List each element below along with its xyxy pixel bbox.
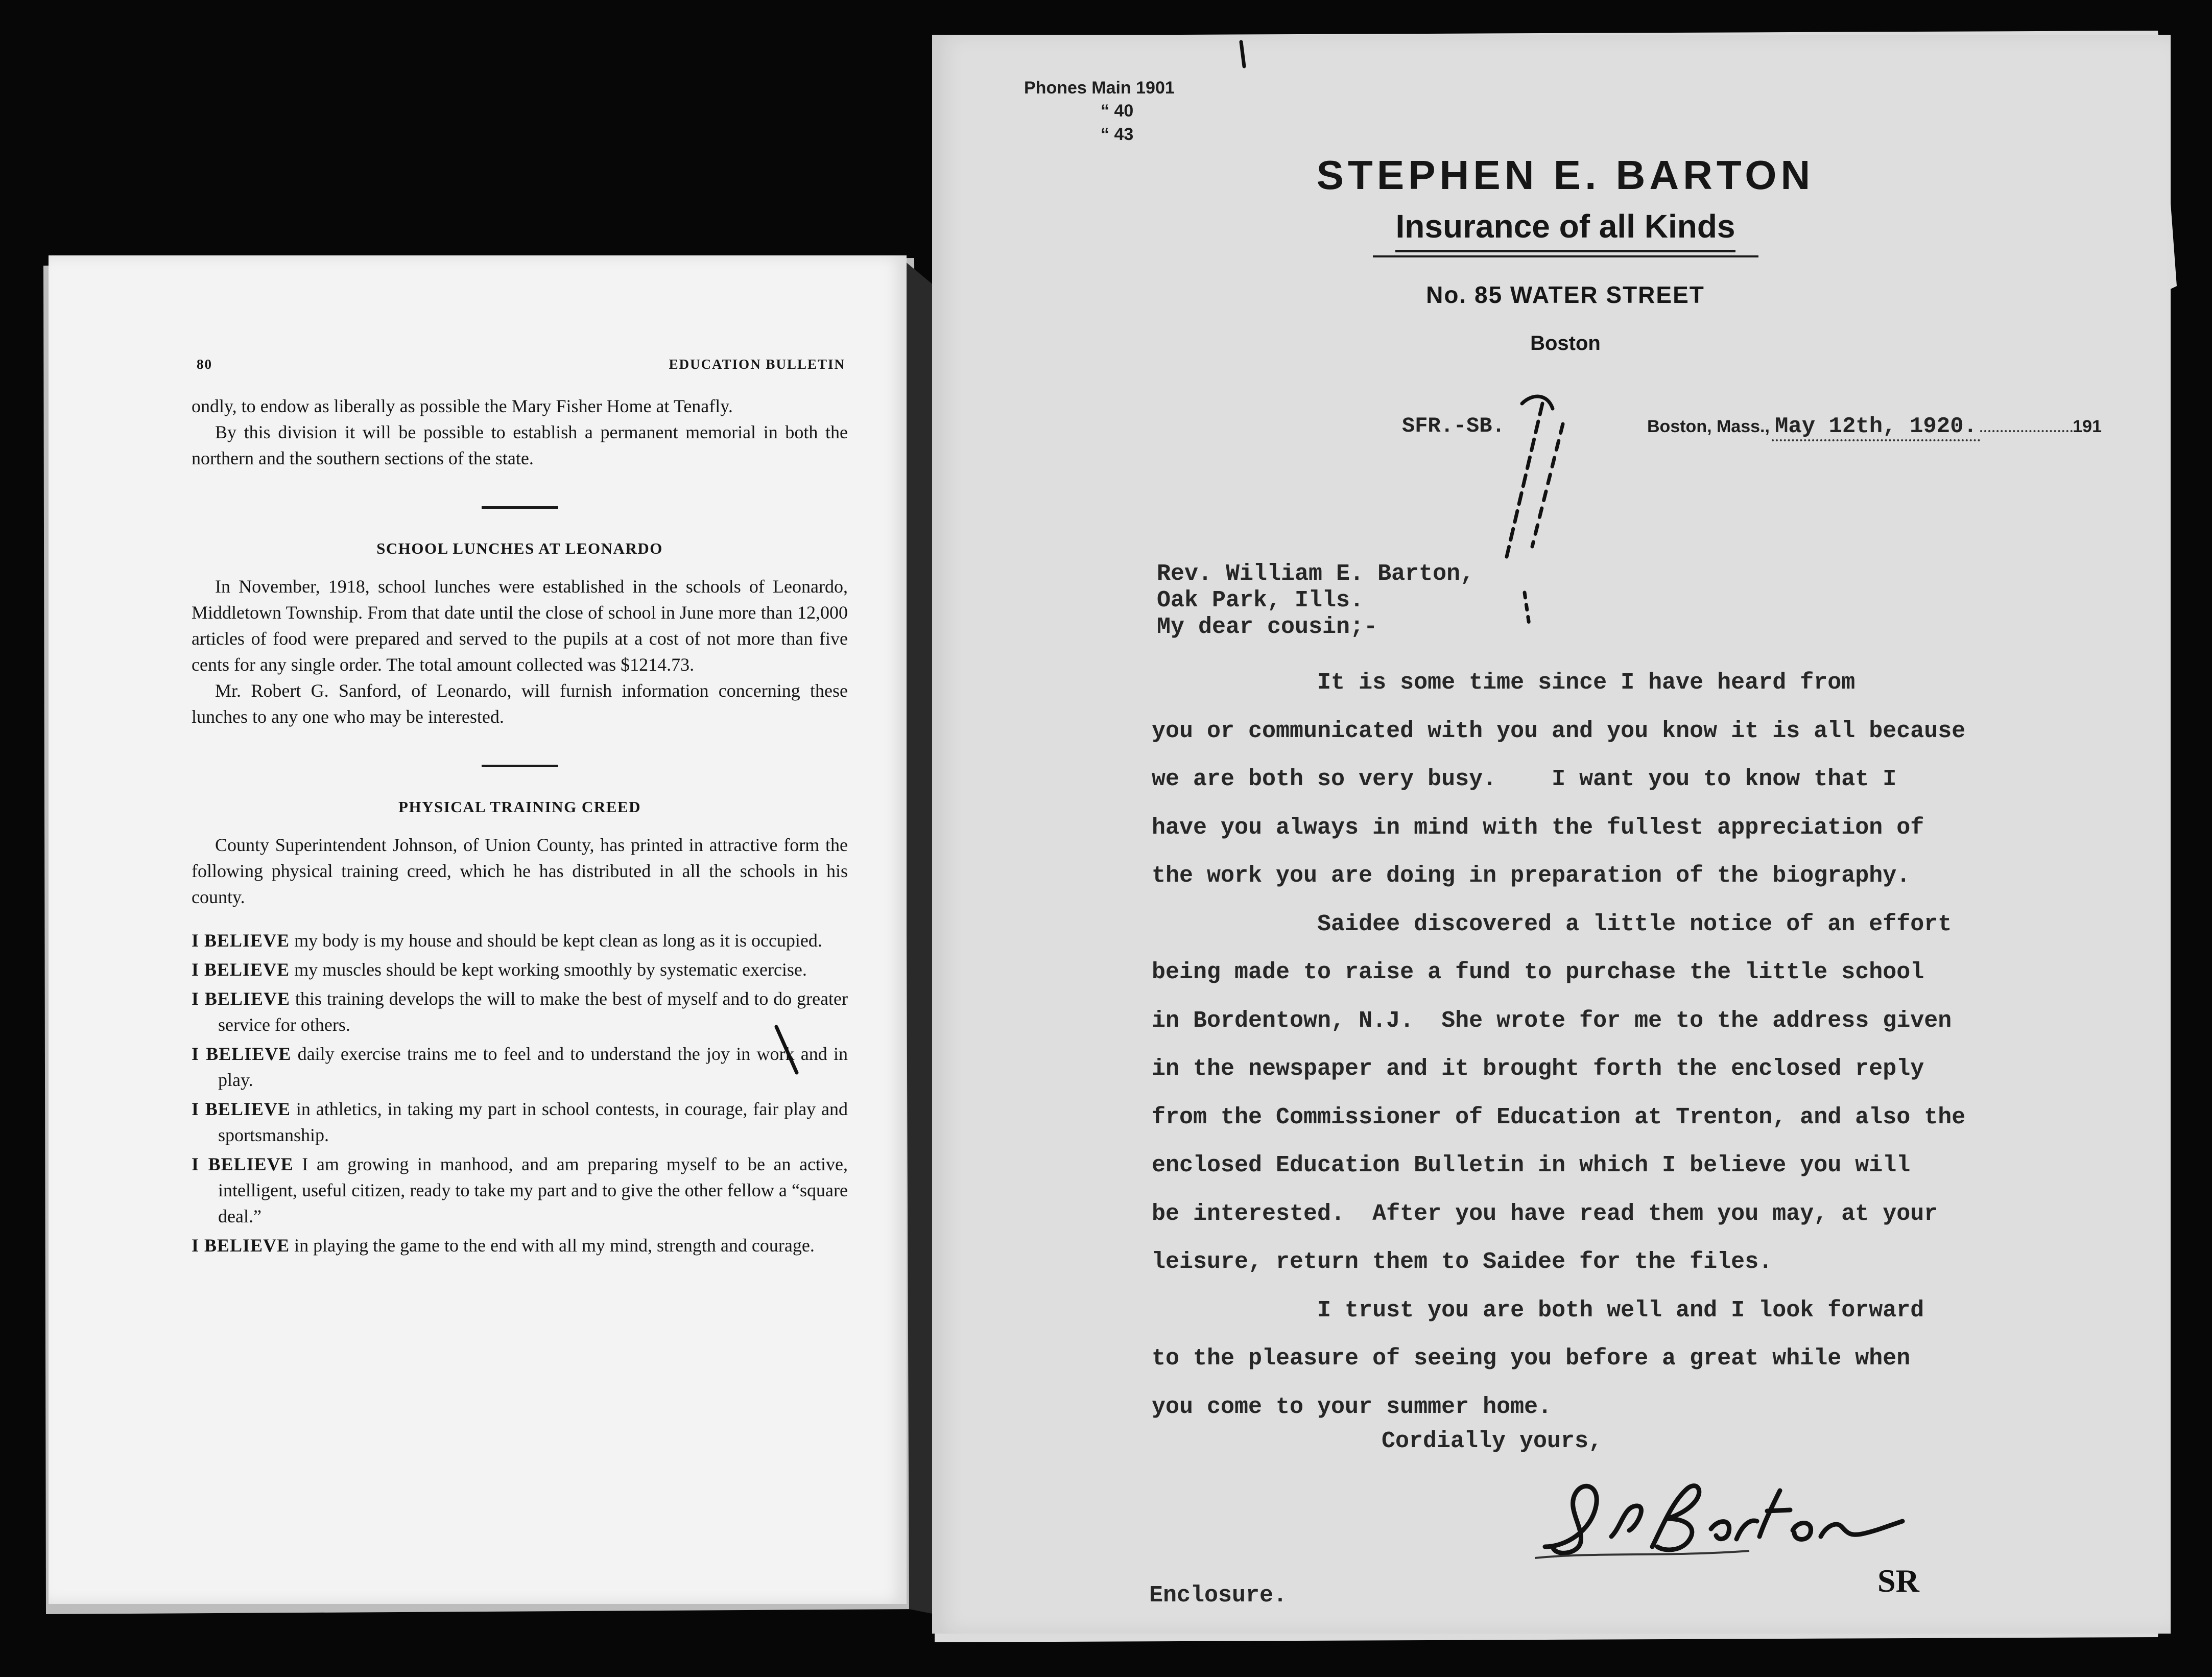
bulletin-column — [192, 393, 848, 1262]
date-typed: May 12th, 1920. — [1772, 414, 1980, 441]
school-lunches-paragraph-2: Mr. Robert G. Sanford, of Leonardo, will furnish information concerning these lunches to any one who may be interested. — [192, 680, 848, 727]
reference-initials: SFR.-SB. — [1402, 414, 1505, 438]
barton-letter-page — [932, 35, 2171, 1634]
creed-lead: I BELIEVE — [192, 1099, 291, 1119]
creed-list — [192, 928, 848, 1259]
running-head-title: EDUCATION BULLETIN — [669, 357, 845, 372]
city: Boston — [1530, 332, 1601, 355]
creed-lead: I BELIEVE — [192, 1044, 292, 1064]
enclosure-note: Enclosure. — [1149, 1582, 1288, 1609]
running-head — [197, 357, 845, 372]
letter-body: It is some time since I have heard from you or communicated with you and you know it is all because we are both so very busy. I want you to know that I have you always in mind with the fullest appreciation of the work you are doing in preparation of the biography. Saidee discovered a little notice of an effort being made to raise a fund to purchase the little school in Bordentown, N.J. She wrote for me to the address given in the newspaper and it brought forth the enclosed reply from the Commissioner of Education at Trenton, and also the enclosed Education Bulletin in which I believe you will be interested. After you have read them you may, at your leisure, return them to Saidee for the files. I trust you are both well and I look forward to the pleasure of seeing you before a great while when you come to your summer home. — [1152, 670, 1966, 1420]
letterhead — [1187, 150, 1943, 355]
company-tagline: Insurance of all Kinds — [1395, 205, 1735, 252]
creed-item: I BELIEVE my muscles should be kept working smoothly by systematic exercise. — [192, 959, 807, 980]
creed-lead: I BELIEVE — [192, 930, 290, 951]
creed-lead: I BELIEVE — [192, 1235, 290, 1256]
company-name: STEPHEN E. BARTON — [1316, 152, 1815, 198]
closing: Cordially yours, — [1382, 1428, 1603, 1454]
recipient-address: Rev. William E. Barton, Oak Park, Ills. My dear cousin;- — [1157, 561, 1474, 640]
school-lunches-paragraph-1: In November, 1918, school lunches were established in the schools of Leonardo, Middletown Township. From that date until the close of school in June more than 12,000 articles of food were prepared and served to the pupils at a cost of not more than five cents for any single order. The total amount collected was $1214.73. — [192, 576, 848, 675]
section-divider — [482, 506, 558, 509]
intro-paragraph-2: By this division it will be possible to establish a permanent memorial in both the northern and the southern sections of the state. — [192, 422, 848, 468]
creed-lead: I BELIEVE — [192, 1154, 294, 1174]
phone-line-2: “ 40 — [1101, 101, 1134, 121]
creed-item: I BELIEVE I am growing in manhood, and am preparing myself to be an active, intelligent, useful citizen, ready to take my part and to give the other fellow a “square deal.” — [192, 1154, 848, 1226]
section-divider — [482, 765, 558, 767]
creed-item: I BELIEVE in athletics, in taking my part in school contests, in courage, fair play and sportsmanship. — [192, 1099, 848, 1145]
creed-item: I BELIEVE daily exercise trains me to feel and to understand the joy in work and in play. — [192, 1044, 848, 1090]
intro-paragraph-1: ondly, to endow as liberally as possible the Mary Fisher Home at Tenafly. — [192, 396, 733, 416]
creed-lead: I BELIEVE — [192, 988, 290, 1009]
phone-line-1: Phones Main 1901 — [1024, 78, 1175, 98]
dateline — [1647, 414, 2102, 441]
creed-lead: I BELIEVE — [192, 959, 290, 980]
creed-item: I BELIEVE this training develops the will to make the best of myself and to do greater service for others. — [192, 988, 848, 1035]
creed-item: I BELIEVE my body is my house and should be kept clean as long as it is occupied. — [192, 930, 822, 951]
phone-numbers — [1024, 77, 1175, 146]
education-bulletin-page — [49, 255, 907, 1604]
handwritten-signature — [1535, 1470, 1923, 1562]
date-suffix: 191 — [2073, 417, 2102, 436]
page-number: 80 — [197, 357, 212, 372]
date-prefix: Boston, Mass., — [1647, 417, 1770, 436]
section-heading-school-lunches: SCHOOL LUNCHES AT LEONARDO — [376, 539, 663, 557]
tagline-underline — [1373, 255, 1758, 257]
date-dotted-rule — [1980, 425, 2073, 432]
typist-initials: SR — [1877, 1563, 1919, 1599]
creed-item: I BELIEVE in playing the game to the end with all my mind, strength and courage. — [192, 1235, 815, 1256]
section-heading-physical-training-creed: PHYSICAL TRAINING CREED — [398, 798, 641, 816]
phone-line-3: “ 43 — [1101, 125, 1134, 144]
street-address: No. 85 WATER STREET — [1426, 281, 1705, 308]
creed-intro-paragraph: County Superintendent Johnson, of Union County, has printed in attractive form the following physical training creed, which he has distributed in all the schools in his county. — [192, 835, 848, 907]
